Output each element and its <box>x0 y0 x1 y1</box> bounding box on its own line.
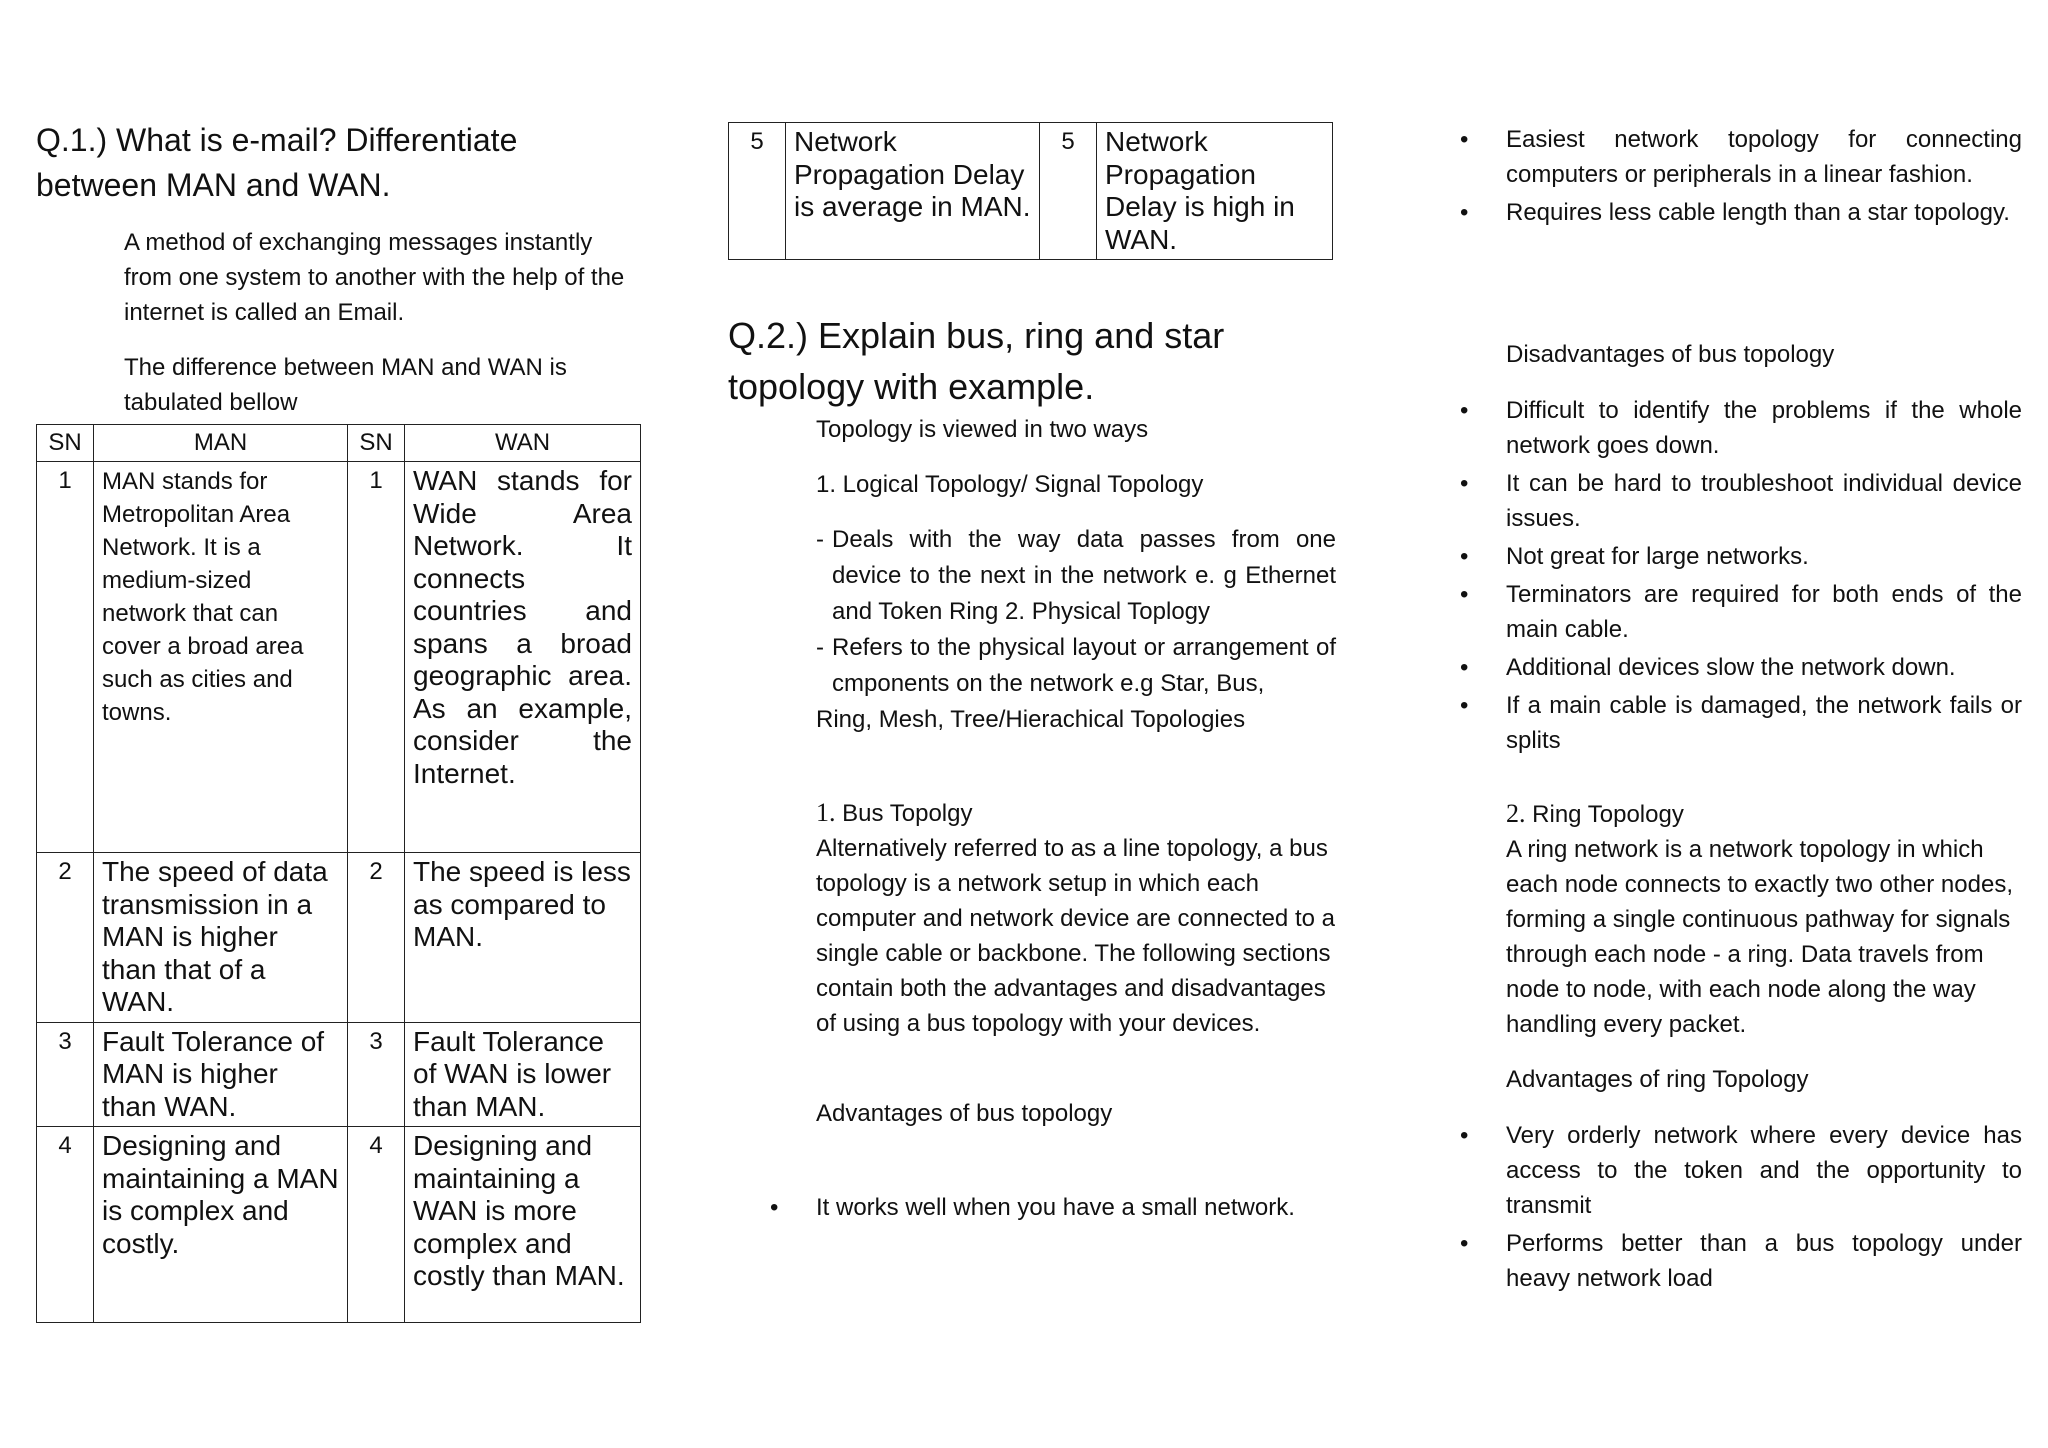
bus-topology-description: Alternatively referred to as a line topology, a bus topology is a network setup in which each computer and network device are connected to a single cable or backbone. The following sections contain both the advantages and disadvantages of using a bus topology with your devices. <box>816 835 1335 1037</box>
bullet-icon: • <box>1460 397 1469 424</box>
table-header-row <box>37 425 641 462</box>
dash-marker: - <box>816 634 824 661</box>
row3-sn-wan: 3 <box>348 1022 405 1127</box>
email-definition: A method of exchanging messages instantly from one system to another with the help of the internet is called an Email. <box>124 229 625 326</box>
logical-topology-text: Deals with the way data passes from one device to the next in the network e. g Ethernet and Token Ring 2. Physical Toplogy <box>832 526 1336 625</box>
table-row <box>729 123 1333 260</box>
row5-man: Network Propagation Delay is average in MAN. <box>786 123 1040 260</box>
bus-disadvantage-2: It can be hard to troubleshoot individual device issues. <box>1506 470 2022 532</box>
q2-heading <box>728 310 1348 412</box>
bus-advantage-3: Requires less cable length than a star topology. <box>1506 199 2010 226</box>
list-item <box>1418 688 2022 758</box>
bullet-icon: • <box>1460 654 1469 681</box>
bus-topology-number: 1. <box>816 798 836 827</box>
row4-sn-man: 4 <box>37 1127 94 1323</box>
table-row <box>37 853 641 1023</box>
bullet-icon: • <box>1460 692 1469 719</box>
bullet-icon: • <box>1460 126 1469 153</box>
row1-wan: WAN stands for Wide Area Network. It connects countries and spans a broad geographic area. As an example, consider the Internet. <box>405 462 641 853</box>
header-sn-2: SN <box>348 425 405 462</box>
header-wan: WAN <box>405 425 641 462</box>
physical-topology-text: Refers to the physical layout or arrangement of cmponents on the network e.g Star, Bus, <box>832 634 1336 697</box>
ring-advantages-list <box>1418 1118 2022 1299</box>
bus-disadvantage-4: Terminators are required for both ends of the main cable. <box>1506 581 2022 643</box>
table-row <box>37 1127 641 1323</box>
bus-topology-section <box>816 795 1336 1131</box>
bus-advantage-1: It works well when you have a small network. <box>816 1194 1295 1221</box>
bullet-icon: • <box>1460 199 1469 226</box>
logical-topology-title: 1. Logical Topology/ Signal Topology <box>816 471 1204 498</box>
physical-topology-examples: Ring, Mesh, Tree/Hierachical Topologies <box>816 706 1246 733</box>
bullet-icon: • <box>1460 470 1469 497</box>
q1-heading <box>36 118 648 208</box>
bullet-icon: • <box>1460 581 1469 608</box>
ring-topology-number: 2. <box>1506 799 1526 828</box>
ring-topology-section <box>1506 796 2022 1097</box>
bus-advantages-title: Advantages of bus topology <box>816 1100 1113 1127</box>
bus-advantage-2: Easiest network topology for connecting computers or peripherals in a linear fashion. <box>1506 126 2022 188</box>
row4-man: Designing and maintaining a MAN is complex and costly. <box>94 1127 348 1323</box>
ring-advantage-1: Very orderly network where every device has access to the token and the opportunity to transmit <box>1506 1122 2022 1219</box>
header-sn-1: SN <box>37 425 94 462</box>
ring-advantage-2: Performs better than a bus topology under heavy network load <box>1506 1230 2022 1292</box>
bullet-icon: • <box>1460 543 1469 570</box>
bullet-icon: • <box>1460 1122 1469 1149</box>
topology-intro-block <box>816 412 1336 737</box>
topology-intro: Topology is viewed in two ways <box>816 416 1149 443</box>
bullet-icon: • <box>770 1194 779 1221</box>
bus-disadvantage-6: If a main cable is damaged, the network fails or splits <box>1506 692 2022 754</box>
list-item <box>728 1190 1336 1225</box>
bus-advantages-list-part2 <box>1418 122 2022 233</box>
row2-man: The speed of data transmission in a MAN is higher than that of a WAN. <box>94 853 348 1023</box>
bus-topology-title <box>816 795 1336 831</box>
list-item <box>1418 195 2022 230</box>
list-item <box>1418 122 2022 192</box>
row1-sn-wan: 1 <box>348 462 405 853</box>
physical-topology-item <box>816 630 1336 702</box>
difference-intro: The difference between MAN and WAN is tabulated bellow <box>124 354 567 416</box>
man-wan-table <box>36 424 641 1323</box>
list-item <box>1418 577 2022 647</box>
man-wan-table-continued <box>728 122 1333 260</box>
bus-disadvantage-3: Not great for large networks. <box>1506 543 1809 570</box>
list-item <box>1418 1226 2022 1296</box>
bus-topology-title-text: Bus Topolgy <box>842 800 973 827</box>
bus-disadvantage-5: Additional devices slow the network down. <box>1506 654 1956 681</box>
row5-wan: Network Propagation Delay is high in WAN. <box>1097 123 1333 260</box>
row5-sn-man: 5 <box>729 123 786 260</box>
row4-sn-wan: 4 <box>348 1127 405 1323</box>
row2-wan: The speed is less as compared to MAN. <box>405 853 641 1023</box>
list-item <box>1418 539 2022 574</box>
q2-heading-line2: topology with example. <box>728 366 1095 407</box>
row5-sn-wan: 5 <box>1040 123 1097 260</box>
q1-heading-line2: between MAN and WAN. <box>36 167 391 203</box>
header-man: MAN <box>94 425 348 462</box>
row4-wan: Designing and maintaining a WAN is more complex and costly than MAN. <box>405 1127 641 1323</box>
row1-sn-man: 1 <box>37 462 94 853</box>
list-item <box>1418 466 2022 536</box>
ring-advantages-title: Advantages of ring Topology <box>1506 1066 1809 1093</box>
list-item <box>1418 650 2022 685</box>
row2-sn-wan: 2 <box>348 853 405 1023</box>
ring-topology-title-text: Ring Topology <box>1532 801 1684 828</box>
q1-heading-line1: Q.1.) What is e-mail? Differentiate <box>36 122 518 158</box>
row3-man: Fault Tolerance of MAN is higher than WAN. <box>94 1022 348 1127</box>
table-row <box>37 462 641 853</box>
bus-disadvantages-title: Disadvantages of bus topology <box>1506 341 1835 368</box>
list-item <box>1418 393 2022 463</box>
table-row <box>37 1022 641 1127</box>
bus-disadvantages-list <box>1418 393 2022 761</box>
ring-topology-title <box>1506 796 2022 832</box>
q2-heading-line1: Q.2.) Explain bus, ring and star <box>728 315 1225 356</box>
row3-wan: Fault Tolerance of WAN is lower than MAN. <box>405 1022 641 1127</box>
bus-disadvantage-1: Difficult to identify the problems if the whole network goes down. <box>1506 397 2022 459</box>
logical-topology-item <box>816 522 1336 630</box>
row1-man: MAN stands for Metropolitan Area Network. It is a medium-sized network that can cover a broad area such as cities and towns. <box>94 462 348 853</box>
list-item <box>1418 1118 2022 1223</box>
bullet-icon: • <box>1460 1230 1469 1257</box>
row3-sn-man: 3 <box>37 1022 94 1127</box>
row2-sn-man: 2 <box>37 853 94 1023</box>
dash-marker: - <box>816 526 824 553</box>
bus-advantages-list-part1 <box>728 1190 1336 1228</box>
ring-topology-description: A ring network is a network topology in which each node connects to exactly two other nodes, forming a single continuous pathway for signals through each node - a ring. Data travels from node to node, with each node along the way handling every packet. <box>1506 836 2013 1038</box>
